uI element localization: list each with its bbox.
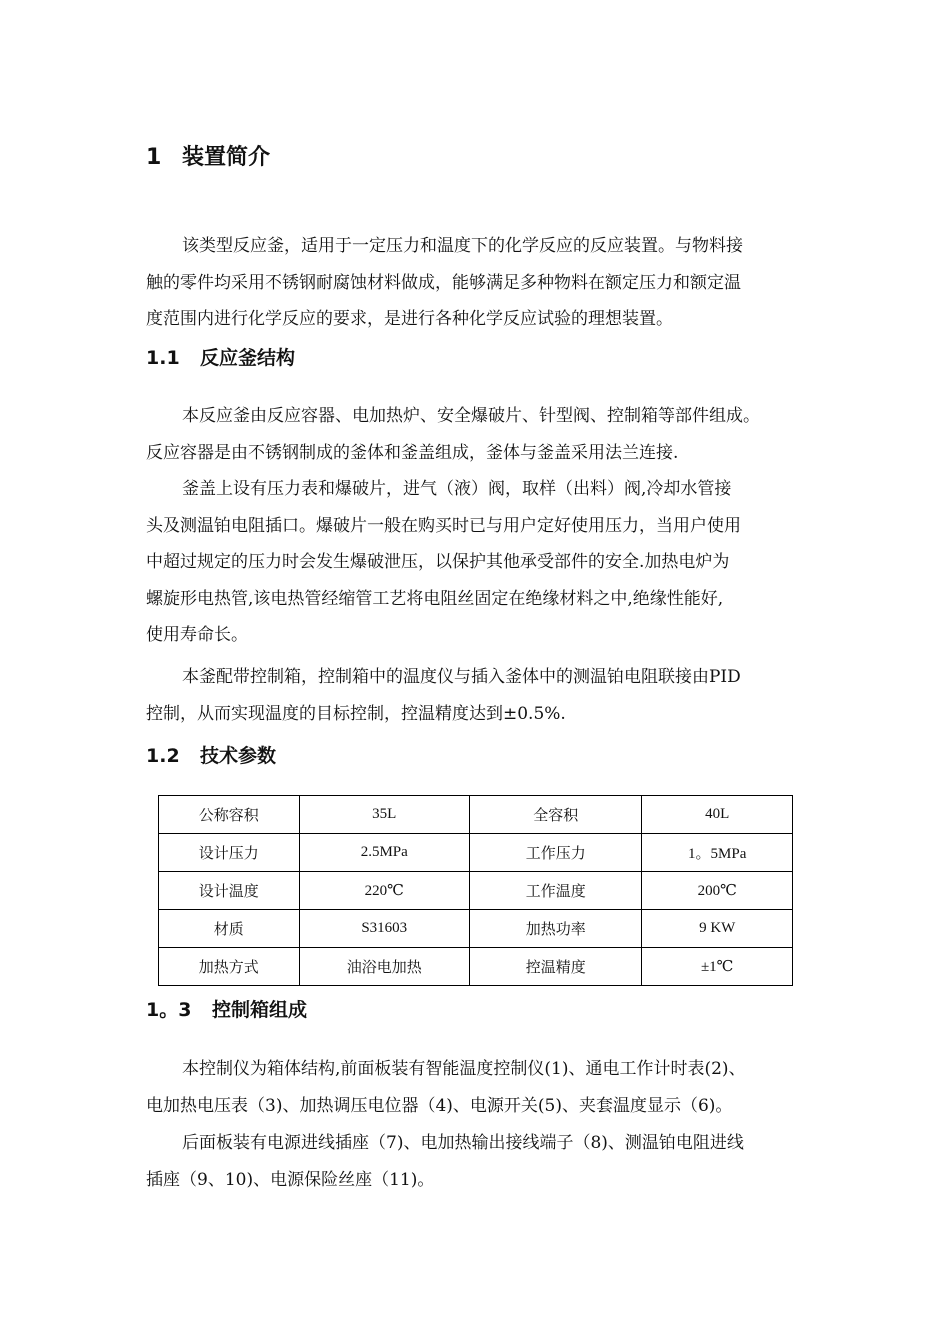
table-cell: 200℃	[642, 872, 793, 910]
table-cell: 油浴电加热	[299, 948, 470, 986]
table-cell: 1。5MPa	[642, 834, 793, 872]
table-cell: 材质	[159, 910, 300, 948]
structure-paragraph-2	[146, 471, 810, 654]
section-number: 1.2	[146, 745, 180, 767]
table-row	[159, 948, 793, 986]
table-cell: 9 KW	[642, 910, 793, 948]
table-cell: 工作温度	[470, 872, 642, 910]
text-line: 反应容器是由不锈钢制成的釜体和釜盖组成，釜体与釜盖采用法兰连接.	[146, 442, 679, 463]
intro-paragraph	[146, 228, 810, 338]
table-cell: 设计压力	[159, 834, 300, 872]
structure-paragraph-1	[146, 398, 810, 471]
text-line: 本控制仪为箱体结构,前面板装有智能温度控制仪(1)、通电工作计时表(2)、	[182, 1059, 746, 1079]
table-row	[159, 872, 793, 910]
table-row	[159, 910, 793, 948]
structure-paragraph-3	[146, 659, 810, 732]
section-title: 反应釜结构	[200, 347, 296, 369]
table-cell: 2.5MPa	[299, 834, 470, 872]
text-line: 插座（9、10)、电源保险丝座（11)。	[146, 1169, 435, 1190]
section-number: 1.1	[146, 347, 180, 369]
section-1-2-heading	[146, 741, 276, 771]
section-1-1-heading	[146, 343, 295, 373]
section-number: 1	[146, 145, 162, 170]
text-line: 该类型反应釜，适用于一定压力和温度下的化学反应的反应装置。与物料接	[182, 236, 743, 256]
table-cell: 40L	[642, 796, 793, 834]
text-line: 控制，从而实现温度的目标控制，控温精度达到±0.5%.	[146, 703, 566, 724]
text-line: 后面板装有电源进线插座（7)、电加热输出接线端子（8)、测温铂电阻进线	[182, 1133, 744, 1153]
table-cell: 加热功率	[470, 910, 642, 948]
table-row	[159, 834, 793, 872]
table-cell: 控温精度	[470, 948, 642, 986]
text-line: 螺旋形电热管,该电热管经缩管工艺将电阻丝固定在绝缘材料之中,绝缘性能好,	[146, 588, 724, 609]
text-line: 头及测温铂电阻插口。爆破片一般在购买时已与用户定好使用压力，当用户使用	[146, 515, 741, 536]
table-cell: 工作压力	[470, 834, 642, 872]
table-cell: ±1℃	[642, 948, 793, 986]
table-cell: 220℃	[299, 872, 470, 910]
table-cell: 全容积	[470, 796, 642, 834]
text-line: 电加热电压表（3)、加热调压电位器（4)、电源开关(5)、夹套温度显示（6)。	[146, 1095, 733, 1116]
section-title: 技术参数	[200, 745, 277, 767]
text-line: 触的零件均采用不锈钢耐腐蚀材料做成，能够满足多种物料在额定压力和额定温	[146, 272, 741, 293]
table-cell: 35L	[299, 796, 470, 834]
control-box-paragraph-1	[146, 1051, 810, 1124]
section-number: 1。3	[146, 999, 192, 1021]
section-title: 控制箱组成	[212, 999, 308, 1021]
table-cell: 设计温度	[159, 872, 300, 910]
section-1-3-heading	[146, 995, 307, 1025]
text-line: 釜盖上设有压力表和爆破片，进气（液）阀，取样（出料）阀,冷却水管接	[182, 479, 732, 499]
text-line: 中超过规定的压力时会发生爆破泄压，以保护其他承受部件的安全.加热电炉为	[146, 552, 730, 572]
text-line: 本釜配带控制箱，控制箱中的温度仪与插入釜体中的测温铂电阻联接由PID	[182, 667, 741, 687]
text-line: 使用寿命长。	[146, 625, 248, 645]
table-cell: 加热方式	[159, 948, 300, 986]
text-line: 本反应釜由反应容器、电加热炉、安全爆破片、针型阀、控制箱等部件组成。	[182, 406, 760, 426]
table-cell: S31603	[299, 910, 470, 948]
section-title: 装置简介	[182, 145, 271, 170]
table-row	[159, 796, 793, 834]
table-cell: 公称容积	[159, 796, 300, 834]
control-box-paragraph-2	[146, 1125, 810, 1198]
technical-parameters-table	[158, 795, 793, 986]
section-1-heading	[146, 140, 270, 176]
text-line: 度范围内进行化学反应的要求，是进行各种化学反应试验的理想装置。	[146, 309, 673, 329]
